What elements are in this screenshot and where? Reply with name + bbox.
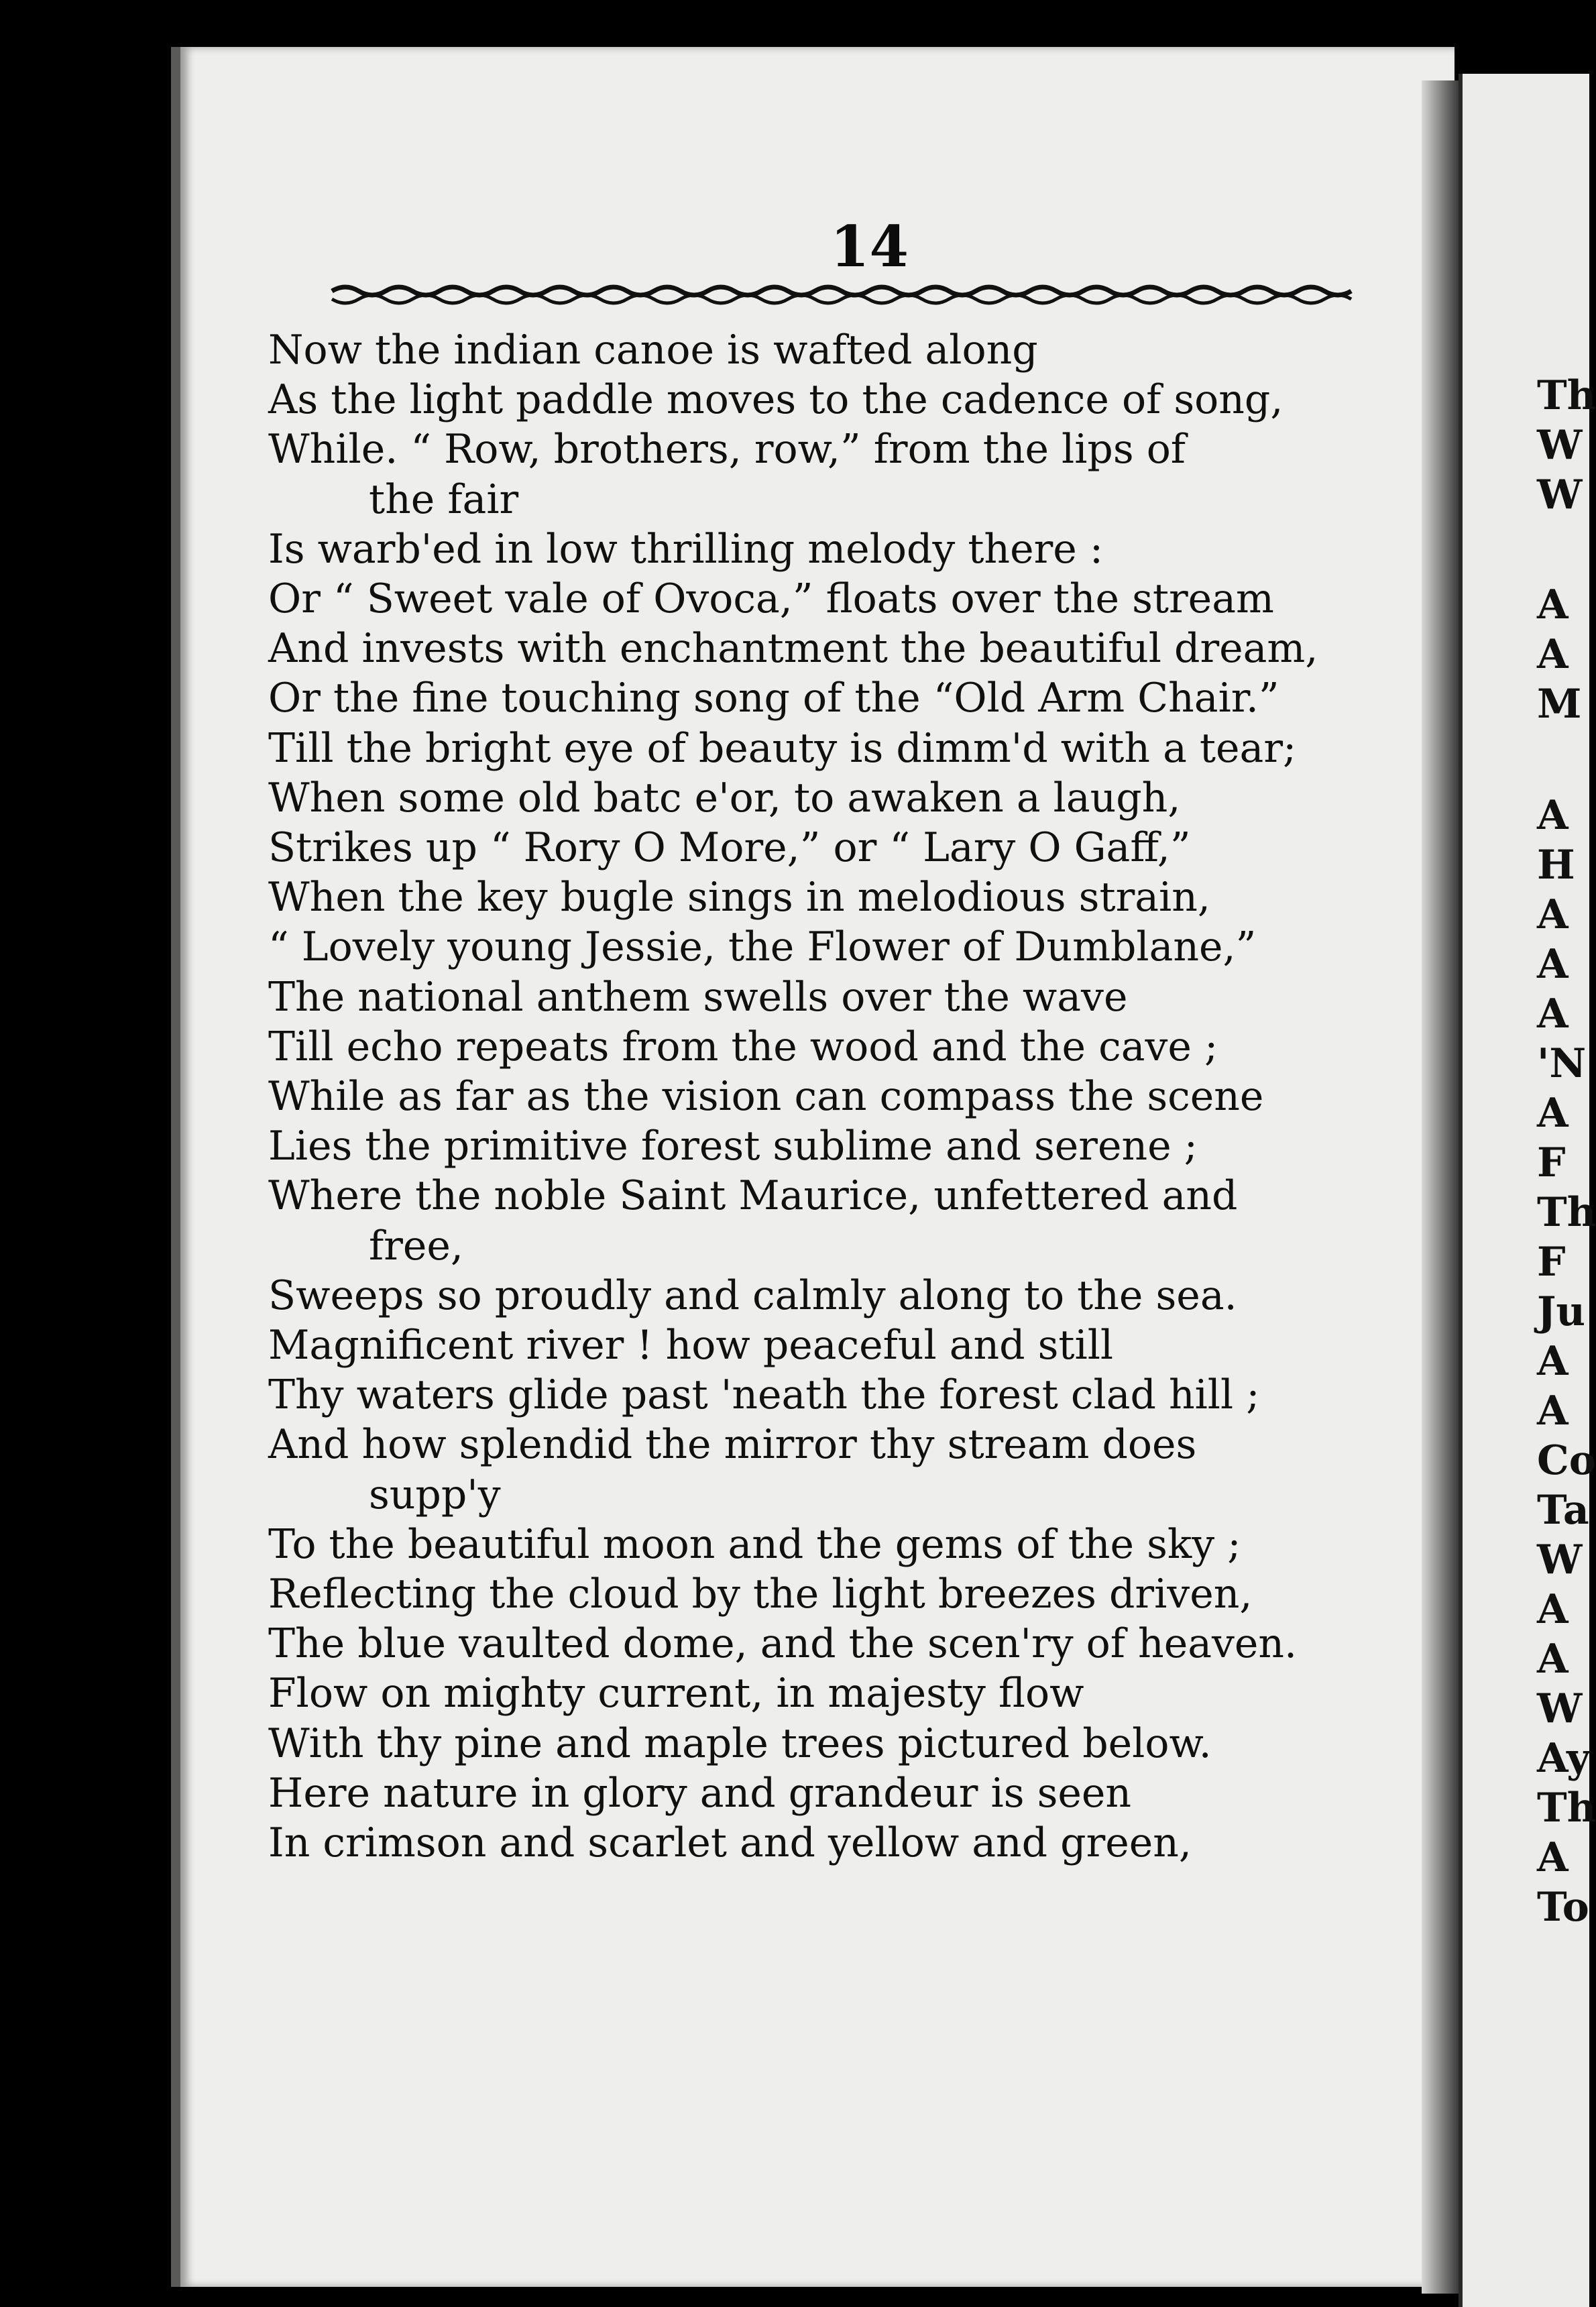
fragment: W xyxy=(1537,471,1583,518)
fragment: H xyxy=(1537,842,1575,889)
poem-line: Where the noble Saint Maurice, unfettered and xyxy=(268,1172,1238,1220)
poem-line: Strikes up “ Rory O More,” or “ Lary O Gaff,” xyxy=(268,824,1191,872)
fragment: F xyxy=(1537,1239,1566,1286)
poem-line: Magnificent river ! how peaceful and still xyxy=(268,1322,1114,1369)
poem-line: When the key bugle sings in melodious strain, xyxy=(268,874,1210,921)
poem-line: Lies the primitive forest sublime and serene ; xyxy=(268,1123,1198,1170)
fragment: F xyxy=(1537,1139,1566,1186)
poem-line: Is warb'ed in low thrilling melody there : xyxy=(268,525,1104,573)
fragment: Ay xyxy=(1537,1735,1590,1782)
poem-line: In crimson and scarlet and yellow and green, xyxy=(268,1819,1192,1867)
fragment: A xyxy=(1537,581,1569,628)
poem-line: With thy pine and maple trees pictured below. xyxy=(268,1720,1212,1767)
poem-line: While. “ Row, brothers, row,” from the lips of xyxy=(268,426,1186,473)
poem-line: the fair xyxy=(369,475,519,523)
fragment: W xyxy=(1537,1685,1583,1732)
poem-line: The blue vaulted dome, and the scen'ry of heaven. xyxy=(268,1620,1298,1668)
poem-text xyxy=(268,325,1368,1868)
poem-line: The national anthem swells over the wave xyxy=(268,973,1128,1021)
book-gutter xyxy=(1422,80,1459,2294)
poem-line: As the light paddle moves to the cadence of song, xyxy=(268,376,1284,424)
page-number: 14 xyxy=(830,213,909,280)
poem-line: supp'y xyxy=(369,1471,501,1518)
fragment: Co xyxy=(1537,1437,1596,1484)
poem-line: Till the bright eye of beauty is dimm'd with a tear; xyxy=(268,724,1297,772)
fragment: M xyxy=(1537,681,1582,728)
fragment: A xyxy=(1537,1834,1569,1881)
poem-line: Till echo repeats from the wood and the cave ; xyxy=(268,1023,1218,1070)
fragment: A xyxy=(1537,1338,1569,1385)
fragment: W xyxy=(1537,1536,1583,1583)
fragment: W xyxy=(1537,422,1583,469)
poem-line: When some old batc e'or, to awaken a laugh, xyxy=(268,774,1181,822)
poem-line: And how splendid the mirror thy stream does xyxy=(268,1421,1197,1469)
fragment: Th xyxy=(1537,1189,1596,1236)
poem-line: Here nature in glory and grandeur is seen xyxy=(268,1769,1132,1817)
fragment: A xyxy=(1537,1388,1569,1434)
poem-line: free, xyxy=(369,1222,463,1270)
poem-line: Thy waters glide past 'neath the forest clad hill ; xyxy=(268,1371,1260,1419)
poem-line: Or “ Sweet vale of Ovoca,” floats over the stream xyxy=(268,575,1274,623)
fragment: A xyxy=(1537,631,1569,678)
poem-line: Reflecting the cloud by the light breezes driven, xyxy=(268,1571,1253,1618)
poem-line: To the beautiful moon and the gems of the sky ; xyxy=(268,1520,1241,1568)
fragment: To xyxy=(1537,1884,1589,1931)
fragment: Th xyxy=(1537,372,1596,419)
fragment: A xyxy=(1537,891,1569,938)
fragment: A xyxy=(1537,1090,1569,1137)
poem-line: Now the indian canoe is wafted along xyxy=(268,327,1038,374)
poem-line: While as far as the vision can compass the scene xyxy=(268,1073,1264,1121)
poem-line: Or the fine touching song of the “Old Arm Chair.” xyxy=(268,675,1279,722)
poem-line: And invests with enchantment the beautiful dream, xyxy=(268,625,1318,673)
poem-line: Sweeps so proudly and calmly along to the sea. xyxy=(268,1272,1237,1319)
fragment: A xyxy=(1537,792,1569,839)
fragment: Ta xyxy=(1537,1487,1589,1534)
fragment: A xyxy=(1537,991,1569,1037)
fragment: A xyxy=(1537,941,1569,988)
poem-line: “ Lovely young Jessie, the Flower of Dumblane,” xyxy=(268,923,1257,971)
fragment: A xyxy=(1537,1636,1569,1683)
fragment: Ju xyxy=(1537,1288,1586,1335)
decorative-wavy-rule xyxy=(332,275,1351,315)
fragment: Th xyxy=(1537,1785,1596,1832)
fragment: 'N xyxy=(1537,1040,1587,1087)
poem-line: Flow on mighty current, in majesty flow xyxy=(268,1670,1084,1718)
fragment: A xyxy=(1537,1586,1569,1633)
